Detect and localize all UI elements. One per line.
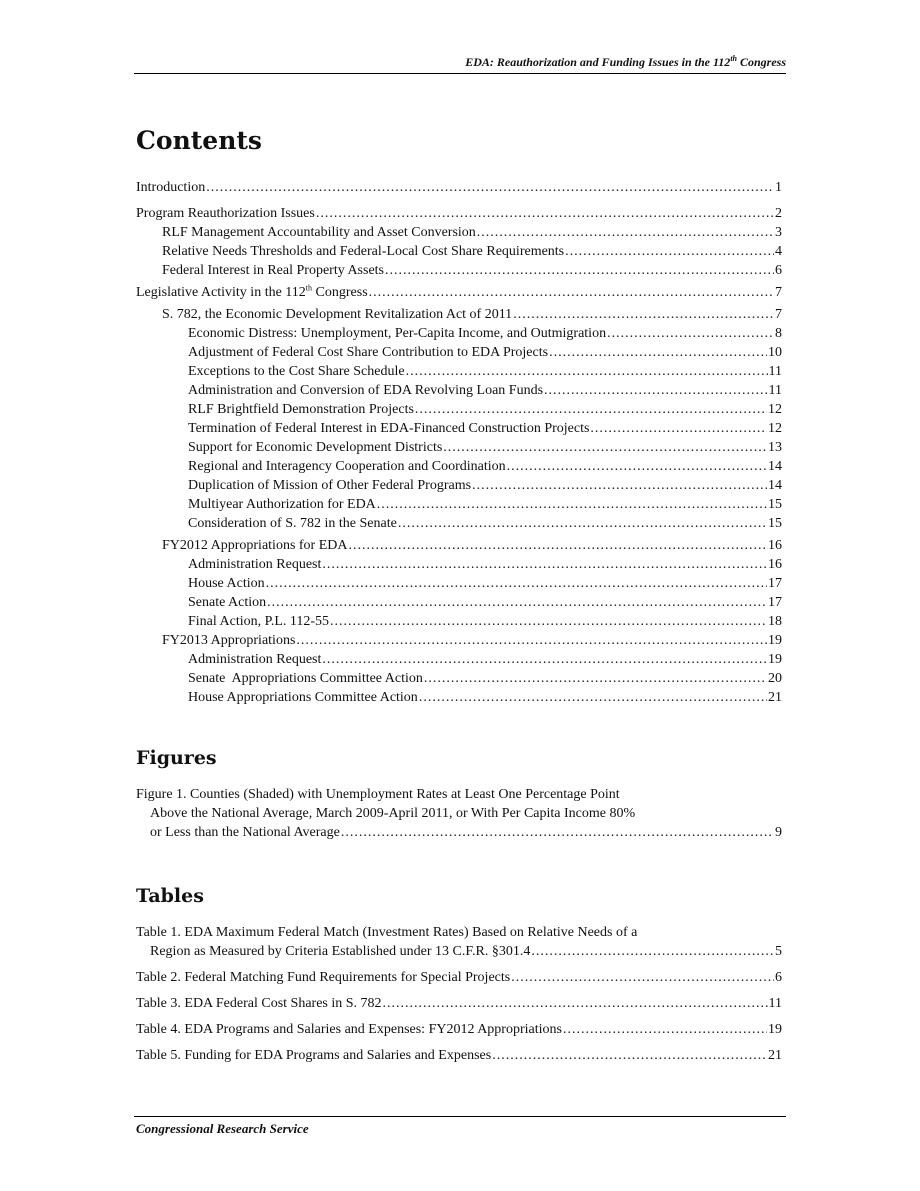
toc-page-number: 13 xyxy=(768,440,782,455)
toc-entry-rlf-management[interactable] xyxy=(136,223,782,242)
toc-entry-economic-development-districts[interactable] xyxy=(136,438,782,457)
table-entry-title-line1: Table 1. EDA Maximum Federal Match (Investment Rates) Based on Relative Needs of a xyxy=(136,925,638,940)
toc-page-number: 15 xyxy=(768,516,782,531)
toc-entry-title: Multiyear Authorization for EDA xyxy=(188,497,376,512)
toc-entry-s782[interactable] xyxy=(136,305,782,324)
toc-entry-fy2013-appropriations[interactable] xyxy=(136,631,782,650)
table-entry-title: Table 2. Federal Matching Fund Requirements for Special Projects xyxy=(136,970,511,985)
table-entry-3[interactable] xyxy=(136,994,782,1013)
toc-entry-legislative-activity[interactable] xyxy=(136,283,782,302)
toc-entry-rlf-brightfield[interactable] xyxy=(136,400,782,419)
toc-leader-dots xyxy=(296,631,767,650)
toc-page-number: 5 xyxy=(775,944,782,959)
toc-page-number: 1 xyxy=(775,180,782,195)
toc-entry-title: FY2012 Appropriations for EDA xyxy=(162,538,348,553)
toc-entry-title: Exceptions to the Cost Share Schedule xyxy=(188,364,405,379)
toc-leader-dots xyxy=(398,514,767,533)
toc-leader-dots xyxy=(424,669,767,688)
toc-page-number: 14 xyxy=(768,459,782,474)
toc-leader-dots xyxy=(513,305,774,324)
toc-page-number: 17 xyxy=(768,576,782,591)
toc-page-number: 18 xyxy=(768,614,782,629)
header-rule xyxy=(134,73,786,74)
toc-page-number: 19 xyxy=(768,652,782,667)
toc-page-number: 10 xyxy=(768,345,782,360)
toc-entry-title: Adjustment of Federal Cost Share Contribution to EDA Projects xyxy=(188,345,549,360)
toc-entry-title: Program Reauthorization Issues xyxy=(136,206,315,221)
toc-leader-dots xyxy=(607,324,774,343)
toc-entry-title: FY2013 Appropriations xyxy=(162,633,296,648)
toc-entry-title: Administration Request xyxy=(188,557,322,572)
toc-leader-dots xyxy=(565,242,774,261)
toc-page-number: 8 xyxy=(775,326,782,341)
toc-entry-title: Administration Request xyxy=(188,652,322,667)
toc-page-number: 16 xyxy=(768,538,782,553)
toc-leader-dots xyxy=(415,400,767,419)
toc-leader-dots xyxy=(266,574,767,593)
running-header-superscript: th xyxy=(730,54,737,63)
toc-entry-title: Introduction xyxy=(136,180,206,195)
toc-leader-dots xyxy=(267,593,767,612)
toc-entry-title: Support for Economic Development Districts xyxy=(188,440,443,455)
toc-leader-dots xyxy=(531,942,774,961)
toc-entry-title: Regional and Interagency Cooperation and Coordination xyxy=(188,459,506,474)
toc-page-number: 15 xyxy=(768,497,782,512)
toc-entry-title: S. 782, the Economic Development Revitalization Act of 2011 xyxy=(162,307,513,322)
toc-entry-house-action[interactable] xyxy=(136,574,782,593)
toc-entry-final-action[interactable] xyxy=(136,612,782,631)
toc-page-number: 14 xyxy=(768,478,782,493)
toc-leader-dots xyxy=(385,261,774,280)
toc-page-number: 17 xyxy=(768,595,782,610)
toc-entry-cost-share-adjustment[interactable] xyxy=(136,343,782,362)
table-entry-title: Table 5. Funding for EDA Programs and Salaries and Expenses xyxy=(136,1048,492,1063)
toc-leader-dots xyxy=(322,555,767,574)
toc-entry-consideration-s782[interactable] xyxy=(136,514,782,533)
toc-page-number: 21 xyxy=(768,690,782,705)
toc-leader-dots xyxy=(511,968,774,987)
toc-leader-dots xyxy=(590,419,767,438)
toc-page-number: 20 xyxy=(768,671,782,686)
toc-entry-federal-interest[interactable] xyxy=(136,261,782,280)
toc-entry-introduction[interactable] xyxy=(136,178,782,197)
table-entry-1[interactable] xyxy=(136,923,782,961)
footer-text: Congressional Research Service xyxy=(136,1121,309,1136)
toc-entry-regional-cooperation[interactable] xyxy=(136,457,782,476)
toc-entry-senate-action[interactable] xyxy=(136,593,782,612)
table-entry-2[interactable] xyxy=(136,968,782,987)
toc-leader-dots xyxy=(316,204,774,223)
tables-heading: Tables xyxy=(136,885,204,907)
toc-leader-dots xyxy=(406,362,768,381)
toc-page-number: 16 xyxy=(768,557,782,572)
toc-entry-title-text: Legislative Activity in the 112 xyxy=(136,285,306,300)
toc-leader-dots xyxy=(369,283,774,302)
toc-entry-cost-share-exceptions[interactable] xyxy=(136,362,782,381)
toc-leader-dots xyxy=(206,178,774,197)
toc-entry-economic-distress[interactable] xyxy=(136,324,782,343)
toc-page-number: 3 xyxy=(775,225,782,240)
toc-leader-dots xyxy=(330,612,767,631)
toc-leader-dots xyxy=(549,343,767,362)
toc-entry-title: Senate Appropriations Committee Action xyxy=(188,671,423,686)
toc-leader-dots xyxy=(322,650,767,669)
toc-entry-title: Relative Needs Thresholds and Federal-Local Cost Share Requirements xyxy=(162,244,565,259)
toc-entry-title: Duplication of Mission of Other Federal Programs xyxy=(188,478,472,493)
toc-entry-fy2012-administration-request[interactable] xyxy=(136,555,782,574)
toc-entry-title: Final Action, P.L. 112-55 xyxy=(188,614,330,629)
running-header-title-suffix: Congress xyxy=(736,55,786,69)
toc-entry-title: Senate Action xyxy=(188,595,267,610)
toc-entry-title: House Action xyxy=(188,576,265,591)
figure-entry-title-line3: or Less than the National Average xyxy=(150,825,340,840)
toc-page-number: 11 xyxy=(768,383,782,398)
toc-entry-title xyxy=(136,283,368,302)
toc-leader-dots xyxy=(563,1020,767,1039)
toc-leader-dots xyxy=(419,688,767,707)
table-entry-title: Table 4. EDA Programs and Salaries and Expenses: FY2012 Appropriations xyxy=(136,1022,562,1037)
toc-page-number: 2 xyxy=(775,206,782,221)
toc-page-number: 6 xyxy=(775,263,782,278)
contents-heading: Contents xyxy=(136,126,263,155)
toc-entry-fy2012-appropriations[interactable] xyxy=(136,536,782,555)
footer-rule xyxy=(134,1116,786,1117)
toc-entry-title: Administration and Conversion of EDA Revolving Loan Funds xyxy=(188,383,544,398)
toc-entry-senate-committee-action[interactable] xyxy=(136,669,782,688)
running-header xyxy=(134,55,786,70)
toc-entry-title: Termination of Federal Interest in EDA-Financed Construction Projects xyxy=(188,421,590,436)
toc-entry-title-suffix: Congress xyxy=(312,285,368,300)
toc-page-number: 19 xyxy=(768,1022,782,1037)
toc-page-number: 9 xyxy=(775,825,782,840)
toc-leader-dots xyxy=(341,823,774,842)
figure-entry-title-line1: Figure 1. Counties (Shaded) with Unemployment Rates at Least One Percentage Point xyxy=(136,787,620,802)
toc-entry-title: RLF Management Accountability and Asset Conversion xyxy=(162,225,476,240)
toc-entry-title: Consideration of S. 782 in the Senate xyxy=(188,516,397,531)
toc-entry-rlf-administration[interactable] xyxy=(136,381,782,400)
toc-page-number: 12 xyxy=(768,421,782,436)
toc-entry-termination-federal-interest[interactable] xyxy=(136,419,782,438)
toc-entry-title: Federal Interest in Real Property Assets xyxy=(162,263,385,278)
figure-entry-title-line2: Above the National Average, March 2009-April 2011, or With Per Capita Income 80% xyxy=(150,806,636,821)
table-entry-title-line2: Region as Measured by Criteria Established under 13 C.F.R. §301.4 xyxy=(150,944,531,959)
toc-leader-dots xyxy=(443,438,767,457)
toc-entry-multiyear-authorization[interactable] xyxy=(136,495,782,514)
toc-leader-dots xyxy=(507,457,767,476)
toc-page-number: 11 xyxy=(768,364,782,379)
toc-page-number: 21 xyxy=(768,1048,782,1063)
toc-page-number: 6 xyxy=(775,970,782,985)
table-entry-4[interactable] xyxy=(136,1020,782,1039)
toc-page-number: 7 xyxy=(775,285,782,300)
toc-leader-dots xyxy=(377,495,767,514)
running-header-title: EDA: Reauthorization and Funding Issues in the 112 xyxy=(465,55,731,69)
toc-page-number: 12 xyxy=(768,402,782,417)
toc-entry-house-committee-action[interactable] xyxy=(136,688,782,707)
figures-heading: Figures xyxy=(136,747,217,769)
toc-page-number: 11 xyxy=(768,996,782,1011)
toc-entry-program-reauthorization[interactable] xyxy=(136,204,782,223)
table-entry-5[interactable] xyxy=(136,1046,782,1065)
toc-entry-duplication-of-mission[interactable] xyxy=(136,476,782,495)
toc-entry-title: Economic Distress: Unemployment, Per-Capita Income, and Outmigration xyxy=(188,326,607,341)
figure-entry-1[interactable] xyxy=(136,785,782,842)
table-entry-title: Table 3. EDA Federal Cost Shares in S. 782 xyxy=(136,996,382,1011)
toc-leader-dots xyxy=(544,381,767,400)
toc-leader-dots xyxy=(492,1046,767,1065)
toc-page-number: 4 xyxy=(775,244,782,259)
toc-entry-title: House Appropriations Committee Action xyxy=(188,690,418,705)
toc-entry-title: RLF Brightfield Demonstration Projects xyxy=(188,402,414,417)
toc-entry-relative-needs[interactable] xyxy=(136,242,782,261)
toc-leader-dots xyxy=(349,536,768,555)
toc-leader-dots xyxy=(383,994,768,1013)
toc-leader-dots xyxy=(477,223,774,242)
toc-page-number: 7 xyxy=(775,307,782,322)
toc-entry-fy2013-administration-request[interactable] xyxy=(136,650,782,669)
toc-leader-dots xyxy=(472,476,767,495)
toc-entry-superscript: th xyxy=(305,283,313,293)
toc-page-number: 19 xyxy=(768,633,782,648)
